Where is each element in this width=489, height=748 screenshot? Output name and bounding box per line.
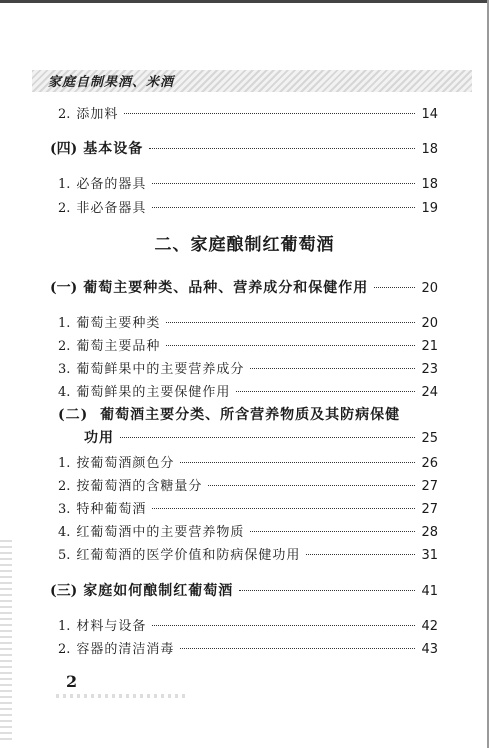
toc-entry[interactable] — [58, 521, 438, 541]
toc-entry-number: 1. — [58, 316, 71, 331]
leader-dots — [306, 554, 415, 555]
toc-section-number: (一) — [50, 280, 78, 296]
leader-dots — [166, 345, 415, 346]
toc-entry-page: 23 — [421, 362, 438, 377]
toc-entry-page: 27 — [421, 479, 438, 494]
toc-entry-text: 红葡萄酒中的主要营养物质 — [76, 525, 245, 540]
toc-entry[interactable] — [58, 335, 438, 355]
toc-entry-page: 25 — [421, 431, 438, 446]
toc-entry-number: 2. — [58, 201, 71, 216]
leader-dots — [120, 437, 415, 438]
toc-entry[interactable] — [58, 544, 438, 564]
leader-dots — [166, 322, 415, 323]
toc-entry[interactable] — [58, 358, 438, 378]
leader-dots — [152, 183, 415, 184]
leader-dots — [149, 148, 415, 149]
toc-section-text: 葡萄主要种类、品种、营养成分和保健作用 — [83, 280, 369, 296]
toc-entry[interactable] — [58, 173, 438, 193]
toc-entry-page: 20 — [421, 281, 438, 296]
toc-entry-text: 特种葡萄酒 — [76, 502, 147, 517]
toc-entry-page: 18 — [421, 142, 438, 157]
toc-entry-number: 2. — [58, 339, 71, 354]
toc-entry-text: 添加料 — [76, 107, 119, 122]
toc-section-entry[interactable] — [50, 580, 438, 600]
toc-entry[interactable] — [58, 452, 438, 472]
toc-entry-page: 43 — [421, 642, 438, 657]
toc-entry-number: 1. — [58, 177, 71, 192]
toc-section-number: (三) — [50, 583, 78, 599]
leader-dots — [152, 207, 415, 208]
top-border — [0, 0, 489, 3]
toc-entry-number: 3. — [58, 502, 71, 517]
toc-entry-text: 按葡萄酒的含糖量分 — [76, 479, 203, 494]
toc-section-continuation[interactable] — [84, 427, 438, 447]
leader-dots — [239, 590, 415, 591]
toc-entry-text: 葡萄鲜果中的主要营养成分 — [76, 362, 245, 377]
scan-edge-artifact — [0, 540, 12, 740]
leader-dots — [124, 113, 415, 114]
toc-entry-number: 2. — [58, 642, 71, 657]
toc-entry-page: 21 — [421, 339, 438, 354]
toc-entry-number: 3. — [58, 362, 71, 377]
leader-dots — [180, 648, 415, 649]
toc-entry-page: 27 — [421, 502, 438, 517]
leader-dots — [374, 287, 415, 288]
chapter-title: 二、家庭酿制红葡萄酒 — [154, 235, 335, 255]
leader-dots — [152, 625, 415, 626]
toc-entry-number: 5. — [58, 548, 71, 563]
toc-entry-page: 14 — [421, 107, 438, 122]
toc-entry[interactable] — [58, 638, 438, 658]
toc-entry-page: 24 — [421, 385, 438, 400]
leader-dots — [152, 508, 415, 509]
toc-entry-text: 容器的清洁消毒 — [76, 642, 175, 657]
toc-section-entry[interactable] — [50, 277, 438, 297]
toc-entry-page: 26 — [421, 456, 438, 471]
toc-entry-number: 4. — [58, 385, 71, 400]
toc-section-text: 功用 — [84, 430, 114, 446]
page-number: 2 — [66, 672, 78, 691]
leader-dots — [208, 485, 415, 486]
leader-dots — [250, 531, 415, 532]
toc-entry[interactable] — [58, 498, 438, 518]
leader-dots — [180, 462, 415, 463]
scan-noise-artifact — [56, 694, 186, 698]
toc-entry-page: 31 — [421, 548, 438, 563]
leader-dots — [250, 368, 415, 369]
toc-entry-number: 1. — [58, 456, 71, 471]
toc-entry[interactable] — [58, 615, 438, 635]
toc-section-number: (四) — [50, 141, 78, 157]
toc-entry-page: 19 — [421, 201, 438, 216]
toc-section-text: 基本设备 — [83, 141, 144, 157]
toc-entry-number: 2. — [58, 107, 71, 122]
toc-entry-text: 按葡萄酒颜色分 — [76, 456, 175, 471]
toc-entry[interactable] — [58, 103, 438, 123]
toc-entry-page: 18 — [421, 177, 438, 192]
toc-entry[interactable] — [58, 197, 438, 217]
toc-entry-text: 必备的器具 — [76, 177, 147, 192]
toc-entry-number: 1. — [58, 619, 71, 634]
toc-section-entry[interactable] — [58, 404, 400, 424]
toc-entry-text: 红葡萄酒的医学价值和防病保健功用 — [76, 548, 301, 563]
toc-entry-page: 42 — [421, 619, 438, 634]
toc-section-number: (二) — [58, 407, 89, 423]
toc-entry-number: 4. — [58, 525, 71, 540]
toc-entry-text: 葡萄鲜果的主要保健作用 — [76, 385, 231, 400]
toc-entry-text: 非必备器具 — [76, 201, 147, 216]
toc-entry-page: 20 — [421, 316, 438, 331]
running-header-title: 家庭自制果酒、米酒 — [48, 75, 175, 90]
toc-entry-page: 28 — [421, 525, 438, 540]
leader-dots — [236, 391, 415, 392]
toc-section-text: 家庭如何酿制红葡萄酒 — [83, 583, 234, 599]
toc-entry[interactable] — [58, 475, 438, 495]
toc-entry-text: 葡萄主要种类 — [76, 316, 161, 331]
toc-section-entry[interactable] — [50, 138, 438, 158]
toc-entry[interactable] — [58, 381, 438, 401]
toc-entry-number: 2. — [58, 479, 71, 494]
toc-section-text: 葡萄酒主要分类、所含营养物质及其防病保健 — [100, 407, 401, 423]
toc-entry[interactable] — [58, 312, 438, 332]
toc-entry-text: 材料与设备 — [76, 619, 147, 634]
toc-entry-text: 葡萄主要品种 — [76, 339, 161, 354]
toc-entry-page: 41 — [421, 584, 438, 599]
